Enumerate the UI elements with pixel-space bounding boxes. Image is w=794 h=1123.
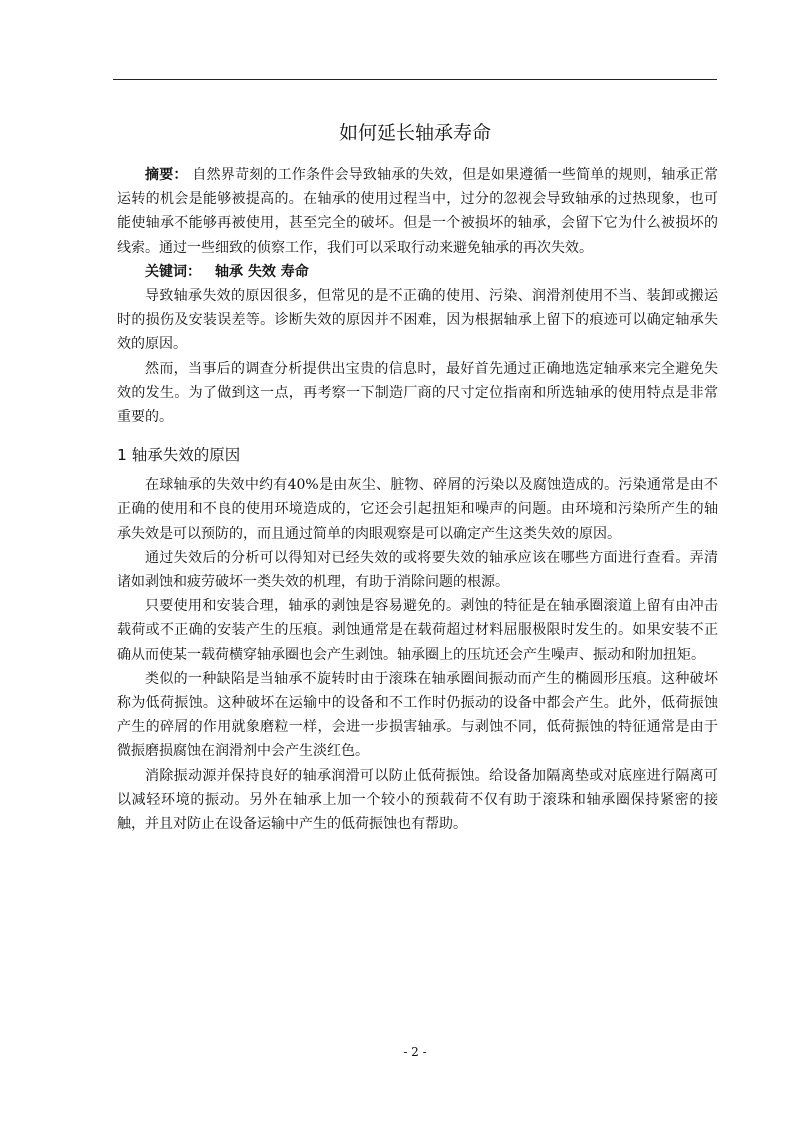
section-paragraph: 在球轴承的失效中约有40%是由灰尘、脏物、碎屑的污染以及腐蚀造成的。污染通常是由不正确的使用和不良的使用环境造成的，它还会引起扭矩和噪声的问题。由环境和污染所产生的轴承失效是可以预防的，而且通过简单的肉眼观察是可以确定产生这类失效的原因。 (117, 477, 718, 542)
section-paragraph: 消除振动源并保持良好的轴承润滑可以防止低荷振蚀。给设备加隔离垫或对底座进行隔离可以减轻环境的振动。另外在轴承上加一个较小的预载荷不仅有助于滚珠和轴承圈保持紧密的接触，并且对防止在设备运输中产生的低荷振蚀也有帮助。 (117, 767, 718, 833)
abstract-label: 摘要： (145, 167, 188, 183)
document-title: 如何延长轴承寿命 (338, 122, 491, 144)
intro-paragraph: 然而，当事后的调查分析提供出宝贵的信息时，最好首先通过正确地选定轴承来完全避免失效的发生。为了做到这一点，再考察一下制造厂商的尺寸定位指南和所选轴承的使用特点是非常重要的。 (117, 360, 718, 426)
section-paragraph: 通过失效后的分析可以得知对已经失效的或将要失效的轴承应该在哪些方面进行查看。弄清诸如剥蚀和疲劳破坏一类失效的机理，有助于消除问题的根源。 (117, 549, 718, 591)
abstract-paragraph (117, 163, 718, 260)
abstract-text: 自然界苛刻的工作条件会导致轴承的失效，但是如果遵循一些简单的规则，轴承正常运转的机会是能够被提高的。在轴承的使用过程当中，过分的忽视会导致轴承的过热现象，也可能使轴承不能够再被使用，甚至完全的破坏。但是一个被损坏的轴承，会留下它为什么被损坏的线索。通过一些细致的侦察工作，我们可以采取行动来避免轴承的再次失效。 (117, 167, 719, 256)
header-rule (113, 79, 717, 80)
document-body (117, 163, 718, 836)
keywords-value: 轴承 失效 寿命 (215, 263, 309, 280)
section-heading: 1 轴承失效的原因 (117, 446, 241, 465)
section-paragraph: 只要使用和安装合理，轴承的剥蚀是容易避免的。剥蚀的特征是在轴承圈滚道上留有由冲击载荷或不正确的安装产生的压痕。剥蚀通常是在载荷超过材料屈服极限时发生的。如果安装不正确从而使某一载荷横穿轴承圈也会产生剥蚀。轴承圈上的压坑还会产生噪声、振动和附加扭矩。 (117, 598, 718, 663)
keywords-label: 关键词： (145, 263, 201, 280)
page-number: - 2 - (403, 1045, 427, 1059)
section-paragraph: 类似的一种缺陷是当轴承不旋转时由于滚珠在轴承圈间振动而产生的椭圆形压痕。这种破坏称为低荷振蚀。这种破坏在运输中的设备和不工作时仍振动的设备中都会产生。此外，低荷振蚀产生的碎屑的作用就象磨粒一样，会进一步损害轴承。与剥蚀不同，低荷振蚀的特征通常是由于微振磨损腐蚀在润滑剂中会产生淡红色。 (117, 670, 718, 760)
intro-paragraph: 导致轴承失效的原因很多，但常见的是不正确的使用、污染、润滑剂使用不当、装卸或搬运时的损伤及安装误差等。诊断失效的原因并不困难，因为根据轴承上留下的痕迹可以确定轴承失效的原因。 (117, 288, 718, 353)
keywords-paragraph (117, 260, 718, 284)
